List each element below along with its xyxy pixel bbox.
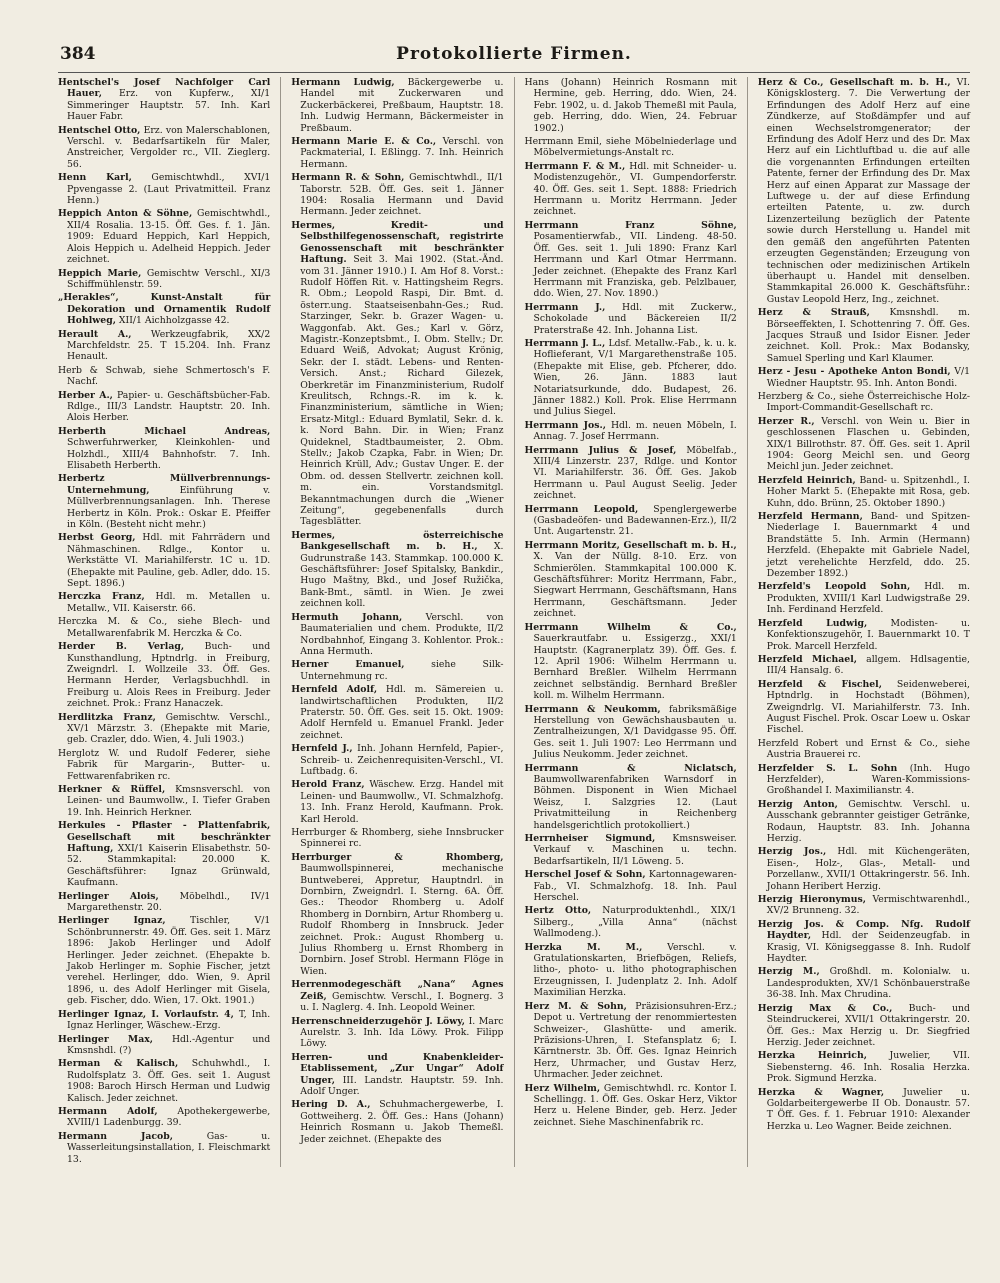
entry-text: Hdl. der Seidenzeugfab. in Krasig, VI. Königseggasse 8. Inh. Rudolf Haydter. [766, 930, 970, 965]
entry-text: Hdl. mit Zuckerw., Schokolade und Bäckereien II/2 Praterstraße 42. Inh. Johanna List. [533, 301, 737, 336]
directory-entry [291, 684, 503, 741]
directory-entry [758, 966, 970, 1000]
directory-entry [525, 338, 737, 418]
firm-name: „Herakles“, Kunst-Anstalt für Dekoration und Ornamentik Rudolf Hohlweg, [58, 292, 271, 327]
entry-text: allgem. Hdlsagentie, III/4 Hansalg. 6. [766, 653, 970, 677]
firm-name: Herner Emanuel, [291, 659, 405, 671]
directory-entry [291, 172, 503, 218]
directory-entry [525, 420, 737, 443]
directory-entry [291, 220, 503, 528]
firm-name: Herzig Max & Co., [757, 1002, 893, 1014]
directory-entry [525, 445, 737, 502]
firm-name: Herbst Georg, [58, 532, 136, 544]
directory-entry [58, 712, 270, 746]
firm-name: Hermann Ludwig, [291, 77, 395, 88]
directory-entry [291, 530, 503, 610]
entry-text: Band- und Spitzen-Niederlage I. Bauernmarkt 4 und Brandstätte 5. Inh. Armin (Hermann) Herzfeld. (Ehepakte mit Gabriele Nadel, jetzt verehelichte Herzfeld, ddo. 25. Dezember 1892.) [766, 511, 970, 580]
entry-text: Schuhmachergewerbe, I. Gottweiherg. 2. Öff. Ges.: Hans (Johann) Heinrich Rosmann u. Jakob Themeßl. Jeder zeichnet. (Ehepakte des [300, 1099, 504, 1145]
firm-name: Herrmann J. L., [524, 337, 606, 349]
directory-entry [291, 77, 503, 134]
firm-name: Herberth Michael Andreas, [58, 425, 271, 437]
directory-entry [58, 390, 270, 424]
directory-entry [525, 942, 737, 999]
entry-text: T, Inh. Ignaz Herlinger, Wäschew.-Erzg. [67, 1008, 271, 1032]
directory-entry [58, 365, 270, 388]
entry-text: Wäschew. Erzg. Handel mit Leinen- und Baumwollw., VI. Schmalzhofg. 13. Inh. Franz Herold, Kaufmann. Prok. Karl Herold. [300, 779, 504, 825]
entry-text: VI. Königsklosterg. 7. Die Verwertung der Erfindungen des Adolf Herz auf eine Zündkerze, auf Stoßdämpfer und auf einen Wechselstromgenerator; der Erfindung des Adolf Herz und des Dr. Max Herz auf ein Lichtluftbad u. die auf alle die vorgenannten Erfindungen erteilten Patente, ferner der Erfindung des Dr. Max Herz auf einen Apparat zur Massage der Luftwege u. der auf diese Erfindung erteilten Patente, u. zw. durch Lizenzerteilung bezüglich der Patente sowie durch Herstellung u. Handel mit den gemäß den angeführten Patenten erzeugten Gegenständen; Erzeugung von technischen oder medizinischen Artikeln überhaupt u. Handel mit denselben. Stammkapital 26.000 K. Geschäftsführ.: Gustav Leopold Herz, Ing., zeichnet. [766, 77, 970, 305]
column-3 [525, 77, 737, 1167]
firm-name: Herlinger Max, [58, 1033, 154, 1045]
entry-text: Band- u. Spitzenhdl., I. Hoher Markt 5. (Ehepakte mit Rosa, geb. Kuhn, ddo. Brünn, 25. Oktober 1890.) [766, 474, 970, 509]
directory-entry [291, 136, 503, 170]
entry-text: Juwelier u. Goldarbeitergewerbe II Ob. Donaustr. 57. T Öff. Ges. f. 1. Februar 1910: Alexander Herzka u. Leo Wagner. Beide zeichnen. [766, 1086, 970, 1132]
firm-name: Herzfeld Michael, [757, 653, 857, 665]
entry-text: Kmsnshdl. m. Börseeffekten, I. Schottenring 7. Öff. Ges. Jacques Strauß und Isidor Eisner. Jeder zeichnet. Koll. Prok.: Max Bodansky, Samuel Sperling und Karl Klaumer. [766, 307, 970, 364]
directory-entry [58, 473, 270, 530]
column-divider [747, 77, 748, 1167]
firm-name: Herault A., [58, 328, 132, 340]
entry-text: Großhdl. m. Kolonialw. u. Landesprodukten, XV/1 Schönbauerstraße 36-38. Inh. Max Chrudina. [766, 966, 970, 1001]
directory-entry [758, 763, 970, 797]
directory-entry [525, 763, 737, 831]
directory-entry [525, 540, 737, 620]
directory-entry [58, 125, 270, 171]
page-header [58, 40, 970, 73]
entry-text: Buch- und Kunsthandlung, Hptndrlg. in Freiburg, Zweigndrl. I. Wollzeile 33. Öff. Ges. Hermann Herder, Verlagsbuchhdl. in Freiburg u. Alois Rees in Freiburg. Jeder zeichnet. Prok.: Franz Hanaczek. [67, 641, 271, 710]
firm-name: Herlinger Ignaz, [58, 915, 166, 927]
firm-name: Herbertz Müllverbrennungs-Unternehmung, [58, 473, 271, 496]
directory-entry [758, 1003, 970, 1049]
entry-text: Kartonnagewaren-Fab., VI. Schmalzhofg. 18. Inh. Paul Herschel. [533, 869, 737, 904]
directory-entry [58, 1106, 270, 1129]
entry-text: Hdl. m. Sämereien u. landwirtschaftlichen Produkten, II/2 Praterstr. 50. Öff. Ges. seit 15. Okt. 1909: Adolf Hernfeld u. Emanuel Frankl. Jeder zeichnet. [300, 684, 504, 741]
directory-entry [758, 799, 970, 845]
firm-name: Herz - Jesu - Apotheke Anton Bondi, [757, 366, 951, 378]
page-title: Protokollierte Firmen. [396, 44, 632, 64]
directory-entry [58, 77, 270, 123]
entry-text: Verschl. von Baumaterialien und chem. Produkte, II/2 Nordbahnhof, Eingang 3. Kohlentor. Prok.: Anna Hermuth. [300, 611, 504, 657]
firm-name: Heppich Marie, [58, 267, 142, 279]
entry-text: Herzfeld Robert und Ernst & Co., siehe Austria Brauerei rc. [757, 737, 970, 761]
column-4 [758, 77, 970, 1167]
entry-text: Seidenweberei, Hptndrlg. in Hochstadt (Böhmen), Zweigndrlg. VI. Mariahilferstr. 73. Inh. August Fischel. Prok. Oscar Loew u. Oskar Fischel. [766, 678, 970, 736]
directory-entry [758, 894, 970, 917]
entry-text: Hdl. mit Küchengeräten, Eisen-, Holz-, Glas-, Metall- und Porzellanw., XVII/1 Ottakringerstr. 56. Inh. Johann Heribert Herzig. [766, 846, 970, 892]
column-divider [514, 77, 515, 1167]
entry-text: Möbelhdl., IV/1 Margarethenstr. 20. [67, 890, 271, 914]
entry-text: Tischler, V/1 Schönbrunnerstr. 49. Öff. Ges. seit 1. März 1896: Jakob Herlinger und Adolf Herlinger. Jeder zeichnet. (Ehepakte b. Jakob Herlinger m. Sophie Fischer, jetzt verehel. Herlinger, ddo. Wien, 9. April 1896, u. des Adolf Herlinger mit Gisela, geb. Fischer, ddo. Wien, 17. Okt. 1901.) [67, 915, 271, 1007]
directory-entry [525, 136, 737, 159]
directory-entry [525, 161, 737, 218]
firm-name: Herlinger Ignaz, I. Vorlaufstr. 4, [58, 1008, 234, 1020]
entry-text: Hdl.-Agentur und Kmsnshdl. (?) [67, 1033, 271, 1056]
firm-name: Herrmann Leopold, [524, 503, 639, 515]
entry-text: Herzberg & Co., siehe Österreichische Holz-Import-Commandit-Gesellschaft rc. [757, 390, 970, 414]
directory-entry [291, 743, 503, 777]
entry-text: Präzisionsuhren-Erz.; Depot u. Vertretung der renommiertesten Schweizer-, Glashütte- und amerik. Präzisions-Uhren, I. Stefansplatz 6; I. Kärntnerstr. 3b. Öff. Ges. Ignaz Heinrich Herz, Uhrmacher, und Gustav Herz, Uhrmacher. Jeder zeichnet. [533, 1000, 737, 1081]
firm-name: Herrmann F. & M., [524, 160, 626, 172]
directory-entry [525, 1001, 737, 1081]
entry-text: I. Marc Aurelstr. 3. Inh. Ida Löwy. Prok. Filipp Löwy. [300, 1015, 504, 1050]
entry-text: Gemischtwhdl., II/1 Taborstr. 52B. Öff. Ges. seit 1. Jänner 1904: Rosalia Hermann und David Hermann. Jeder zeichnet. [300, 172, 504, 218]
firm-name: Hermes, Kredit- und Selbsthilfegenossenschaft, registrirte Genossenschaft mit beschränkter Haftung. [291, 219, 504, 266]
firm-name: Herzfeld & Fischel, [757, 678, 882, 690]
entry-text: Herb & Schwab, siehe Schmertosch's F. Nachf. [58, 364, 271, 388]
column-1 [58, 77, 270, 1167]
column-divider [280, 77, 281, 1167]
entry-text: Juwelier, VII. Siebensterng. 46. Inh. Rosalia Herzka. Prok. Sigmund Herzka. [766, 1050, 970, 1085]
firm-name: Herrmann Julius & Josef, [524, 444, 677, 456]
entry-text: Hdl. m. neuen Möbeln, I. Annag. 7. Josef Herrmann. [533, 419, 737, 443]
entry-text: Modisten- u. Konfektionszugehör, I. Bauernmarkt 10. T Prok. Marcell Herzfeld. [766, 617, 970, 652]
directory-entry [758, 581, 970, 615]
entry-text: X. Gudrunstraße 143. Stammkap. 100.000 K. Geschäftsführer: Josef Spitalsky, Bankdir., Hugo Maštny, Bkd., und Josef Ružička, Bank-Bmt., sämtl. in Wien. Je zwei zeichnen koll. [300, 541, 504, 610]
entry-text: Sauerkrautfabr. u. Essigerzg., XXI/1 Hauptstr. (Kagranerplatz 39). Öff. Ges. f. 12. April 1906: Wilhelm Herrmann u. Bernhard Breßler. Wilhelm Herrmann zeichnet selbständig. Bernhard Breßler koll. m. Wilhelm Herrmann. [533, 633, 737, 702]
directory-entry [58, 891, 270, 914]
entry-text: Werkzeugfabrik, XX/2 Marchfeldstr. 25. T 15.204. Inh. Franz Henault. [67, 328, 271, 363]
firm-name: Herrburger & Rhomberg, [291, 851, 504, 863]
entry-text: Papier- u. Geschäftsbücher-Fab. Rdlge., III/3 Landstr. Hauptstr. 20. Inh. Alois Herber. [67, 389, 271, 424]
entry-text: Baumwollwarenfabriken Warnsdorf in Böhmen. Disponent in Wien Michael Weisz, I. Salzgries 12. (Laut Privatmitteilung in Reichenberg handelsgerichtlich protokolliert.) [533, 773, 737, 831]
entry-text: X. Van der Nüllg. 8-10. Erz. von Schmierölen. Stammkapital 100.000 K. Geschäftsführer: Moritz Herrmann, Fabr., Siegwart Herrmann, Geschäftsmann, Hans Herrmann, Geschäftsmann. Jeder zeichnet. [533, 551, 737, 620]
entry-text: V/1 Wiedner Hauptstr. 95. Inh. Anton Bondi. [766, 366, 970, 389]
directory-entry [291, 612, 503, 658]
firm-name: Herrenmodegeschäft „Nana“ Agnes Zeiß, [291, 979, 504, 1002]
entry-text: (Inh. Hugo Herzfelder), Waren-Kommissions-Großhandel I. Maximilianstr. 4. [766, 762, 970, 797]
firm-name: Herzka M. M., [524, 941, 643, 953]
firm-name: Henn Karl, [58, 172, 132, 184]
directory-entry [758, 618, 970, 652]
entry-text: Erz. von Malerschablonen, Verschl. v. Bedarfsartikeln für Maler, Anstreicher, Vergolder rc., VII. Zieglerg. 56. [67, 124, 271, 170]
directory-entry [525, 704, 737, 761]
directory-entry [758, 919, 970, 965]
firm-name: Herzfelder S. L. Sohn [757, 762, 898, 774]
directory-entry [291, 659, 503, 682]
firm-name: Herschel Josef & Sohn, [524, 869, 646, 881]
directory-entry [758, 679, 970, 736]
firm-name: Herzfeld Heinrich, [757, 474, 856, 486]
firm-name: Herzfeld Ludwig, [757, 617, 868, 629]
entry-text: Gas- u. Wasserleitungsinstallation, I. Fleischmarkt 13. [67, 1130, 271, 1165]
directory-entry [291, 979, 503, 1013]
firm-name: Hernfeld J., [291, 743, 353, 755]
entry-text: Schwerfuhrwerker, Kleinkohlen- und Holzhdl., XIII/4 Bahnhofstr. 7. Inh. Elisabeth Herberth. [67, 437, 271, 471]
entry-text: Hdl. m. Produkten, XVIII/1 Karl Ludwigstraße 29. Inh. Ferdinand Herzfeld. [766, 581, 970, 616]
directory-entry [758, 1050, 970, 1084]
entry-text: Inh. Johann Hernfeld, Papier-, Schreib- u. Zeichenrequisiten-Verschl., VI. Luftbadg. 6. [300, 743, 504, 777]
firm-name: Herzig Jos. & Comp. Nfg. Rudolf Haydter, [757, 918, 970, 942]
entry-text: Hdl. mit Schneider- u. Modistenzugehör., VI. Gumpendorferstr. 40. Öff. Ges. seit 1. Sept. 1888: Friedrich Herrmann u. Moritz Herrmann. Jeder zeichnet. [533, 160, 737, 218]
directory-entry [58, 268, 270, 291]
firm-name: Herdlitzka Franz, [58, 711, 156, 723]
directory-entry [758, 511, 970, 579]
directory-entry [58, 426, 270, 472]
firm-name: Herren- und Knabenkleider-Etablissement, „Zur Ungar“ Adolf Unger, [291, 1051, 504, 1086]
entry-text: Erz. von Kupferw., XI/1 Simmeringer Hauptstr. 57. Inh. Karl Hauer Fabr. [67, 88, 271, 123]
entry-text: Spenglergewerbe (Gasbadeöfen- und Badewannen-Erz.), II/2 Unt. Augartenstr. 21. [533, 503, 737, 538]
entry-text: Herrmann Emil, siehe Möbelniederlage und Möbelvermietungs-Anstalt rc. [524, 136, 737, 159]
directory-entry [291, 1052, 503, 1098]
entry-text: Gemischtw. Verschl., I. Bognerg. 3 u. I. Naglerg. 4. Inh. Leopold Weiner. [300, 990, 504, 1014]
directory-entry [58, 784, 270, 818]
firm-name: Herrmann Jos., [524, 419, 606, 431]
directory-entry [525, 302, 737, 336]
entry-text: Möbelfab., XIII/4 Linzerstr. 237, Rdlge. und Kontor VI. Mariahilferstr. 36. Öff. Ges. Jakob Herrmann u. Paul August Seelig. Jeder zeichnet. [533, 444, 737, 502]
firm-name: Hernfeld Adolf, [291, 684, 378, 696]
page-number: 384 [60, 44, 96, 64]
firm-name: Hermann R. & Sohn, [291, 172, 405, 184]
directory-entry [58, 748, 270, 782]
directory-entry [758, 475, 970, 509]
entry-text: Hdl. mit Fahrrädern und Nähmaschinen. Rdlge., Kontor u. Werkstätte VI. Mariahilferstr. 1C u. 1D. (Ehepakte mit Pauline, geb. Adler, ddo. 15. Sept. 1896.) [67, 532, 271, 590]
firm-name: Herold Franz, [291, 779, 365, 791]
firm-name: Herder B. Verlag, [58, 641, 185, 653]
directory-entry [525, 905, 737, 939]
firm-name: Herzer R., [757, 415, 815, 427]
firm-name: Herzig M., [757, 966, 820, 978]
directory-entry [525, 77, 737, 134]
directory-entry [758, 77, 970, 305]
entry-text: Posamentierwfab., VII. Lindeng. 48-50. Öff. Ges. seit 1. Juli 1890: Franz Karl Herrmann und Karl Otmar Herrmann. Jeder zeichnet. (Ehepakte des Franz Karl Herrmann mit Franziska, geb. Pelzlbauer, ddo. Wien, 27. Nov. 1890.) [533, 231, 737, 300]
entry-text: Gemischtw Verschl., XI/3 Schiffmühlenstr. 59. [67, 267, 271, 290]
firm-name: Hermann Jacob, [58, 1130, 173, 1142]
entry-text: Ldsf. Metallw.-Fab., k. u. k. Hoflieferant, V/1 Margarethenstraße 105. (Ehepakte mit Elise, geb. Pfcherer, ddo. Wien, 26. Jänn. 1883 laut Notariatsurkunde, ddo. Budapest, 26. Jänner 1882.) Koll. Prok. Elise Herrmann und Julius Siegel. [533, 337, 737, 418]
firm-name: Herz Wilhelm, [524, 1082, 601, 1094]
entry-text: Apothekergewerbe, XVIII/1 Ladenburgg. 39. [67, 1105, 271, 1129]
entry-text: III. Landstr. Hauptstr. 59. Inh. Adolf Unger. [300, 1074, 504, 1097]
directory-entry [58, 532, 270, 589]
directory-entry [758, 738, 970, 761]
firm-name: Herzka & Wagner, [757, 1086, 885, 1098]
directory-entry [758, 846, 970, 892]
firm-name: Herzfeld Hermann, [757, 511, 863, 523]
entry-text: Gemischtw. Verschl., XV/1 Märzstr. 3. (Ehepakte mit Marie, geb. Crazler, ddo. Wien, 4. Juli 1903.) [67, 711, 271, 746]
firm-name: Heppich Anton & Söhne, [58, 208, 193, 220]
firm-name: Herkner & Rüffel, [58, 783, 166, 795]
directory-entry [758, 307, 970, 364]
directory-entry [525, 504, 737, 538]
entry-text: Schuhwhdl., I. Rudolfsplatz 3. Öff. Ges. seit 1. August 1908: Baroch Hirsch Herman und Ludwig Kalisch. Jeder zeichnet. [67, 1058, 271, 1104]
entry-text: Einführung v. Müllverbrennungsanlagen. Inh. Therese Herbertz in Köln. Prok.: Oskar E. Pfeiffer in Köln. (Besteht nicht mehr.) [67, 484, 271, 531]
directory-entry [58, 292, 270, 326]
firm-name: Herrmann J., [524, 301, 606, 313]
firm-name: Herz & Strauß, [757, 307, 870, 319]
entry-text: Verschl. von Wein u. Bier in geschlossenen Flaschen u. Gebinden, XIX/1 Billrothstr. 87. Öff. Ges. seit 1. April 1904: Georg Meichl sen. und Georg Meichl jun. Jeder zeichnet. [766, 415, 970, 473]
directory-entry [58, 591, 270, 614]
entry-text: Baumwollspinnerei, mechanische Buntweberei, Appretur, Hauptndrl. in Dornbirn, Zweigndrl. I. Sterng. 6A. Öff. Ges.: Theodor Rhomberg u. Adolf Rhomberg in Dornbirn, Artur Rhomberg u. Rudolf Rhomberg in Innsbruck. Jeder zeichnet. Prok.: August Rhomberg u. Julius Rhomberg u. Ernst Rhomberg in Dornbirn. Josef Strobl. Hermann Flöge in Wien. [300, 863, 504, 977]
firm-name: Hentschel Otto, [58, 124, 141, 136]
firm-name: Herzig Hieronymus, [757, 894, 866, 906]
firm-name: Herber A., [58, 389, 113, 401]
firm-name: Herrmann & Neukomm, [524, 703, 661, 715]
entry-text: Hans (Johann) Heinrich Rosmann mit Hermine, geb. Herring, ddo. Wien, 24. Febr. 1902, u. d. Jakob Themeßl mit Paula, geb. Herring, ddo. Wien, 24. Februar 1902.) [524, 77, 737, 134]
directory-entry [58, 915, 270, 1006]
directory-entry [58, 1058, 270, 1104]
column-2 [291, 77, 503, 1167]
entry-text: Hdl. m. Metallen u. Metallw., VII. Kaiserstr. 66. [67, 591, 271, 614]
firm-name: Hermuth Johann, [291, 611, 403, 623]
directory-entry [758, 1087, 970, 1133]
directory-entry [525, 833, 737, 867]
entry-text: Herrburger & Rhomberg, siehe Innsbrucker Spinnerei rc. [291, 827, 504, 850]
firm-name: Herrmann & Niclatsch, [524, 762, 737, 774]
directory-entry [291, 779, 503, 825]
directory-entry [525, 622, 737, 702]
entry-text: XXI/1 Kaiserin Elisabethstr. 50-52. Stammkapital: 20.000 K. Geschäftsführer: Ignaz Grünwald, Kaufmann. [67, 843, 271, 889]
firm-name: Herzka Heinrich, [757, 1050, 867, 1062]
firm-name: Herkules - Pflaster - Plattenfabrik, Gesellschaft mit beschränkter Haftung, [58, 820, 271, 854]
firm-name: Herman & Kalisch, [58, 1058, 179, 1070]
columns-container [58, 77, 970, 1167]
entry-text: Bäckergewerbe u. Handel mit Zuckerwaren und Zuckerbäckerei, Preßbaum, Hauptstr. 18. Inh. Ludwig Hermann, Bäckermeister in Preßbaum. [300, 77, 504, 134]
directory-entry [58, 1009, 270, 1032]
entry-text: Buch- und Steindruckerei, XVII/1 Ottakringerstr. 20. Öff. Ges.: Max Herzig u. Dr. Siegfried Herzig. Jeder zeichnet. [766, 1002, 970, 1048]
directory-entry [58, 1131, 270, 1165]
directory-entry [58, 820, 270, 888]
firm-name: Herrenschneiderzugehör J. Löwy, [291, 1015, 466, 1027]
firm-name: Herzfeld's Leopold Sohn, [757, 581, 911, 593]
entry-text: XII/1 Aichholzgasse 42. [118, 315, 230, 327]
directory-entry [291, 827, 503, 850]
directory-entry [758, 391, 970, 414]
firm-name: Hentschel's Josef Nachfolger Carl Hauer, [58, 77, 271, 100]
entry-text: Gemischtwhdl., XII/4 Rosalia. 13-15. Öff. Ges. f. 1. Jän. 1909: Eduard Heppich, Karl Heppich, Alois Heppich u. Adelheid Heppich. Jeder zeichnet. [67, 208, 271, 266]
entry-text: Verschl. v. Gratulationskarten, Briefbögen, Reliefs, litho-, photo- u. litho photographischen Erzeugnissen, I. Judenplatz 2. Inh. Adolf Maximilian Herzka. [533, 941, 737, 999]
directory-entry [291, 852, 503, 977]
entry-text: Gemischtwhdl. rc. Kontor I. Schellingg. 1. Öff. Ges. Oskar Herz, Viktor Herz u. Helene Binder, geb. Herz. Jeder zeichnet. Siehe Maschinenfabrik rc. [533, 1082, 737, 1128]
firm-name: Herz & Co., Gesellschaft m. b. H., [757, 77, 951, 88]
directory-entry [58, 641, 270, 709]
entry-text: fabriksmäßige Herstellung von Gewächshausbauten u. Zentralheizungen, X/1 Davidgasse 95. Öff. Ges. seit 1. Juli 1907: Leo Herrmann und Julius Neukomm. Jeder zeichnet. [533, 703, 737, 761]
entry-text: Verschl. von Packmaterial, I. Eßlingg. 7. Inh. Heinrich Hermann. [300, 136, 504, 170]
firm-name: Hermes, österreichische Bankgesellschaft m. b. H., [291, 529, 504, 553]
firm-name: Hering D. A., [291, 1099, 371, 1111]
firm-name: Herczka Franz, [58, 591, 145, 603]
firm-name: Hertz Otto, [524, 905, 592, 917]
entry-text: Herglotz W. und Rudolf Federer, siehe Fabrik für Margarin-, Butter- u. Fettwarenfabriken rc. [58, 747, 271, 782]
firm-name: Herzig Jos., [757, 846, 827, 858]
directory-entry [58, 329, 270, 363]
entry-text: Kmsnsverschl. von Leinen- und Baumwollw., I. Tiefer Graben 19. Inh. Heinrich Herkner. [67, 783, 271, 818]
directory-entry [758, 654, 970, 677]
directory-entry [291, 1016, 503, 1050]
firm-name: Herzig Anton, [757, 798, 838, 810]
entry-text: Naturproduktenhdl., XIX/1 Silberg., „Villa Anna“ (nächst Wallmodeng.). [533, 905, 737, 940]
entry-text: Gemischtw. Verschl. u. Ausschank gebrannter geistiger Getränke, Rodaun, Hauptstr. 83. Inh. Johanna Herzig. [766, 798, 970, 844]
firm-name: Herrmann Moritz, Gesellschaft m. b. H., [524, 539, 737, 551]
directory-entry [525, 1083, 737, 1129]
entry-text: Seit 3. Mai 1902. (Stat.-Änd. vom 31. Jänner 1910.) I. Am Hof 8. Vorst.: Rudolf Höffen Rit. v. Hattingsheim Regrs. R. Obm.; Leopold Raspi, Dir. Bmt. d. österr.ung. Staatseisenbahn-Ges.; Rud. Starzinger, Sekr. b. Grazer Wagen- u. Waggonfab. Akt. Ges.; Karl v. Görz, Magistr.-Konzeptsbmt., I. Obm. Stellv.; Dr. Eduard Weiß, Advokat; August Krönig, Sekr. der I. städt. Lebens- und Renten-Versich. Anst.; Richard Gilezek, Oberkretär im Finanzministerium, Rudolf Kreulitsch, Rchngs.-R. im k. k. Finanzministerium, sämtliche in Wien; Ersatz-Mitgl.: Eduard Bymlatil, Sekr. d. k. k. Nord Bahn. Dir. in Wien; Franz Quideknel, Stadtbaumeister, 2. Obm. Stellv.; Jakob Czapka, Fabr. in Wien; Dr. Heinrich Krüll, Adv.; Gustav Unger. E. der Obm. od. dessen Stellvertr. zeichnen koll. m. ein. Vorstandsmitgl. Bekanntmachungen durch die „Wiener Zeitung“, gegebenenfalls durch Tagesblätter. [300, 254, 504, 528]
firm-name: Herrnheiser Sigmund, [524, 833, 656, 844]
directory-entry [525, 220, 737, 300]
entry-text: Herczka M. & Co., siehe Blech- und Metallwarenfabrik M. Herczka & Co. [58, 616, 271, 639]
firm-name: Herrmann Wilhelm & Co., [524, 621, 737, 633]
firm-name: Herz M. & Sohn, [524, 1000, 627, 1012]
firm-name: Hermann Adolf, [58, 1105, 158, 1117]
directory-entry [758, 416, 970, 473]
directory-entry [58, 1034, 270, 1057]
directory-entry [525, 869, 737, 903]
directory-entry [291, 1099, 503, 1145]
directory-entry [58, 172, 270, 206]
directory-entry [758, 366, 970, 389]
firm-name: Herlinger Alois, [58, 890, 159, 902]
entry-text: siehe Silk-Unternehmung rc. [300, 659, 504, 682]
firm-name: Herrmann Franz Söhne, [524, 219, 737, 231]
entry-text: Vermischtwarenhdl., XV/2 Brunneng. 32. [766, 894, 970, 917]
entry-text: Kmsnsweiser. Verkauf v. Maschinen u. techn. Bedarfsartikeln, II/1 Löweng. 5. [533, 833, 737, 867]
directory-entry [58, 616, 270, 639]
entry-text: Gemischtwhdl., XVI/1 Ppvengasse 2. (Laut Privatmitteil. Franz Henn.) [67, 172, 271, 207]
firm-name: Hermann Marie E. & Co., [291, 136, 437, 148]
directory-entry [58, 208, 270, 265]
